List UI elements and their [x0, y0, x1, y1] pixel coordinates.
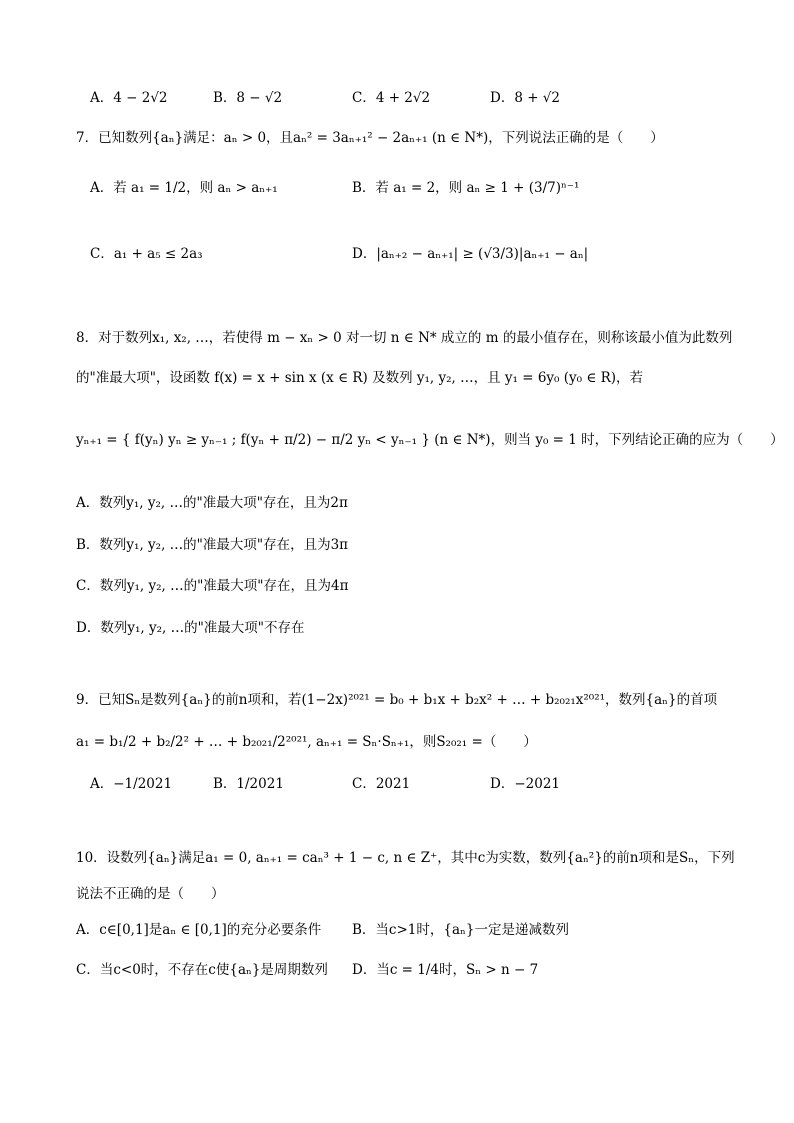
q7-option-a: A．若 a₁ = 1/2，则 aₙ > aₙ₊₁: [90, 180, 278, 196]
q7-option-c: C．a₁ + a₅ ≤ 2a₃: [90, 246, 203, 262]
q8-option-a: A．数列y₁, y₂, …的"准最大项"存在，且为2π: [76, 495, 348, 511]
q7-option-d: D．|aₙ₊₂ − aₙ₊₁| ≥ (√3/3)|aₙ₊₁ − aₙ|: [352, 246, 589, 262]
q10-option-d: D．当c = 1/4时，Sₙ > n − 7: [352, 962, 539, 978]
q8-option-c: C．数列y₁, y₂, …的"准最大项"存在，且为4π: [76, 578, 349, 594]
q6-option-c: C．4 + 2√2: [352, 90, 431, 106]
q10-stem-line1: 10．设数列{aₙ}满足a₁ = 0, aₙ₊₁ = caₙ³ + 1 − c, n ∈ Z⁺，其中c为实数，数列{aₙ²}的前n项和是Sₙ，下列: [76, 850, 735, 866]
q7-stem: 7．已知数列{aₙ}满足：aₙ > 0，且aₙ² = 3aₙ₊₁² − 2aₙ₊₁ (n ∈ N*)，下列说法正确的是（ ）: [76, 130, 664, 146]
q8-stem-line1: 8．对于数列x₁, x₂, …，若使得 m − xₙ > 0 对一切 n ∈ N* 成立的 m 的最小值存在，则称该最小值为此数列: [76, 330, 733, 346]
q9-option-b: B．1/2021: [213, 776, 284, 792]
q10-option-a: A．c∈[0,1]是aₙ ∈ [0,1]的充分必要条件: [76, 922, 322, 938]
q9-option-c: C．2021: [352, 776, 411, 792]
q8-option-d: D．数列y₁, y₂, …的"准最大项"不存在: [76, 620, 305, 636]
q6-option-b: B．8 − √2: [213, 90, 283, 106]
q6-option-a: A．4 − 2√2: [90, 90, 168, 106]
q7-option-b: B．若 a₁ = 2，则 aₙ ≥ 1 + (3/7)ⁿ⁻¹: [352, 180, 580, 196]
q8-option-b: B．数列y₁, y₂, …的"准最大项"存在，且为3π: [76, 537, 349, 553]
q6-option-d: D．8 + √2: [490, 90, 560, 106]
q10-option-c: C．当c<0时，不存在c使{aₙ}是周期数列: [76, 962, 328, 978]
q9-option-a: A．−1/2021: [90, 776, 173, 792]
q8-stem-line3: yₙ₊₁ = { f(yₙ) yₙ ≥ yₙ₋₁ ; f(yₙ + π/2) − π/2 yₙ < yₙ₋₁ } (n ∈ N*)，则当 y₀ = 1 时，下列结论正确的应为（ ）: [76, 432, 784, 448]
q10-option-b: B．当c>1时，{aₙ}一定是递减数列: [352, 922, 569, 938]
q10-stem-line2: 说法不正确的是（ ）: [76, 886, 225, 902]
q9-stem-line2: a₁ = b₁/2 + b₂/2² + … + b₂₀₂₁/2²⁰²¹, aₙ₊₁ = Sₙ·Sₙ₊₁，则S₂₀₂₁ =（ ）: [76, 734, 537, 750]
q9-stem-line1: 9．已知Sₙ是数列{aₙ}的前n项和，若(1−2x)²⁰²¹ = b₀ + b₁x + b₂x² + … + b₂₀₂₁x²⁰²¹，数列{aₙ}的首项: [76, 692, 718, 708]
q8-stem-line2: 的"准最大项"，设函数 f(x) = x + sin x (x ∈ R) 及数列 y₁, y₂, …，且 y₁ = 6y₀ (y₀ ∈ R)，若: [76, 370, 644, 386]
q9-option-d: D．−2021: [490, 776, 560, 792]
